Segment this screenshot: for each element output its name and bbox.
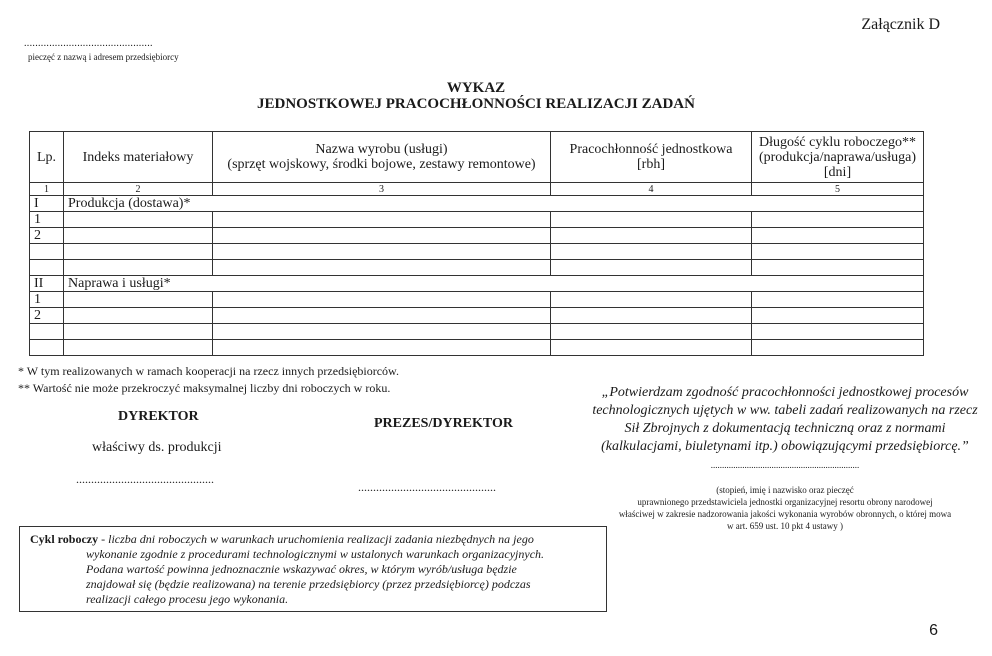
section-number: I xyxy=(30,196,64,212)
header-cycle-length xyxy=(752,132,924,183)
cell-product-name[interactable] xyxy=(213,292,551,308)
table-row xyxy=(30,228,924,244)
confirmation-signature-line: .................................................................. xyxy=(710,460,860,470)
signature-president-title: PREZES/DYREKTOR xyxy=(374,416,513,431)
cell-unit-labor[interactable] xyxy=(551,308,752,324)
confirmation-statement: „Potwierdzam zgodność pracochłonności jednostkowej procesów technologicznych ujętych w ww. tabeli zadań realizowanych na rzecz Sił Zbrojnych z dokumentacją techniczną oraz z normami (kalkulacjami, biuletynami itp.) obowiązującymi przedsiębiorcę.” xyxy=(592,385,978,454)
cell-cycle-length[interactable] xyxy=(752,244,924,260)
cycle-definition-text: - liczba dni roboczych w warunkach uruchomienia realizacji zadania niezbędnych na jego xyxy=(98,532,534,546)
header-line: [rbh] xyxy=(637,157,665,172)
header-product-name xyxy=(213,132,551,183)
table-row xyxy=(30,324,924,340)
cell-unit-labor[interactable] xyxy=(551,212,752,228)
header-unit-labor xyxy=(551,132,752,183)
cell-product-name[interactable] xyxy=(213,260,551,276)
header-line: Pracochłonność jednostkowa xyxy=(569,142,733,157)
row-number xyxy=(30,340,64,356)
row-number: 2 xyxy=(30,228,64,244)
column-number: 3 xyxy=(213,183,551,196)
row-number xyxy=(30,260,64,276)
row-number: 1 xyxy=(30,212,64,228)
header-line: Nazwa wyrobu (usługi) xyxy=(315,142,448,157)
cell-unit-labor[interactable] xyxy=(551,340,752,356)
cell-product-name[interactable] xyxy=(213,340,551,356)
table-row xyxy=(30,292,924,308)
cycle-definition-line: realizacji całego procesu jego wykonania. xyxy=(86,592,289,606)
stamp-dotted-line: .............................................. xyxy=(24,38,153,49)
footnote-cooperation: * W tym realizowanych w ramach kooperacji na rzecz innych przedsiębiorców. xyxy=(18,364,399,378)
cell-material-index[interactable] xyxy=(64,340,213,356)
cell-cycle-length[interactable] xyxy=(752,260,924,276)
document-subtitle: JEDNOSTKOWEJ PRACOCHŁONNOŚCI REALIZACJI ZADAŃ xyxy=(257,96,695,112)
table-row xyxy=(30,340,924,356)
header-line: Długość cyklu roboczego** xyxy=(758,134,917,150)
column-number: 1 xyxy=(30,183,64,196)
cell-unit-labor[interactable] xyxy=(551,292,752,308)
cycle-definition-line: Podana wartość powinna jednoznacznie wskazywać okres, w którym wyrób/usługa będzie xyxy=(86,562,517,576)
column-number: 5 xyxy=(752,183,924,196)
section-row-repair xyxy=(30,276,924,292)
cell-product-name[interactable] xyxy=(213,244,551,260)
cycle-definition-line: wykonanie zgodnie z procedurami technologicznymi w ustalonych warunkach organizacyjnych. xyxy=(86,547,545,561)
table-row xyxy=(30,260,924,276)
section-number: II xyxy=(30,276,64,292)
cell-material-index[interactable] xyxy=(64,308,213,324)
row-number: 2 xyxy=(30,308,64,324)
cycle-definition-box xyxy=(19,526,607,612)
signature-director-line: .............................................. xyxy=(76,472,214,486)
table-row xyxy=(30,244,924,260)
table-row xyxy=(30,212,924,228)
row-number xyxy=(30,324,64,340)
header-line: Lp. xyxy=(36,149,57,165)
cell-material-index[interactable] xyxy=(64,292,213,308)
header-material-index xyxy=(64,132,213,183)
cell-unit-labor[interactable] xyxy=(551,324,752,340)
signature-director-subtitle: właściwy ds. produkcji xyxy=(92,440,222,455)
cell-product-name[interactable] xyxy=(213,212,551,228)
section-title: Produkcja (dostawa)* xyxy=(64,196,924,212)
table-row xyxy=(30,308,924,324)
caption-line: (stopień, imię i nazwisko oraz pieczęć xyxy=(716,485,854,495)
caption-line: uprawnionego przedstawiciela jednostki organizacyjnej resortu obrony narodowej xyxy=(637,497,933,507)
header-line: [dni] xyxy=(823,164,852,180)
labor-intensity-table xyxy=(29,131,924,356)
cell-material-index[interactable] xyxy=(64,244,213,260)
cell-cycle-length[interactable] xyxy=(752,292,924,308)
cell-cycle-length[interactable] xyxy=(752,212,924,228)
confirmation-caption xyxy=(588,484,982,532)
page-number: 6 xyxy=(929,622,938,639)
cell-unit-labor[interactable] xyxy=(551,244,752,260)
section-row-production xyxy=(30,196,924,212)
cell-material-index[interactable] xyxy=(64,260,213,276)
cell-cycle-length[interactable] xyxy=(752,308,924,324)
header-lp xyxy=(30,132,64,183)
annex-label: Załącznik D xyxy=(861,16,940,33)
section-title: Naprawa i usługi* xyxy=(64,276,924,292)
cell-unit-labor[interactable] xyxy=(551,228,752,244)
document-title: WYKAZ xyxy=(446,80,506,96)
column-number-row xyxy=(30,183,924,196)
cycle-definition-line: znajdował się (będzie realizowana) na terenie przedsiębiorcy (przez przedsiębiorcę) podczas xyxy=(86,577,531,591)
cell-product-name[interactable] xyxy=(213,308,551,324)
signature-director-title: DYREKTOR xyxy=(118,409,199,424)
row-number: 1 xyxy=(30,292,64,308)
row-number xyxy=(30,244,64,260)
cell-cycle-length[interactable] xyxy=(752,340,924,356)
cell-product-name[interactable] xyxy=(213,228,551,244)
stamp-caption: pieczęć z nazwą i adresem przedsiębiorcy xyxy=(28,52,179,62)
caption-line: właściwej w zakresie nadzorowania jakości wykonania wyrobów obronnych, o której mowa xyxy=(618,509,952,519)
column-number: 4 xyxy=(551,183,752,196)
cell-material-index[interactable] xyxy=(64,212,213,228)
cell-cycle-length[interactable] xyxy=(752,228,924,244)
header-line: (sprzęt wojskowy, środki bojowe, zestawy remontowe) xyxy=(227,157,536,172)
cell-unit-labor[interactable] xyxy=(551,260,752,276)
signature-president-line: .............................................. xyxy=(358,480,496,494)
cycle-first-line xyxy=(30,532,596,547)
header-line: Indeks materiałowy xyxy=(82,149,194,165)
cell-material-index[interactable] xyxy=(64,228,213,244)
header-line: (produkcja/naprawa/usługa) xyxy=(758,149,917,165)
cycle-term: Cykl roboczy xyxy=(30,532,99,546)
cell-product-name[interactable] xyxy=(213,324,551,340)
cell-cycle-length[interactable] xyxy=(752,324,924,340)
table-header-row xyxy=(30,132,924,183)
cell-material-index[interactable] xyxy=(64,324,213,340)
caption-line: w art. 659 ust. 10 pkt 4 ustawy ) xyxy=(727,521,843,531)
column-number: 2 xyxy=(64,183,213,196)
footnote-max-days: ** Wartość nie może przekroczyć maksymalnej liczby dni roboczych w roku. xyxy=(18,381,391,395)
